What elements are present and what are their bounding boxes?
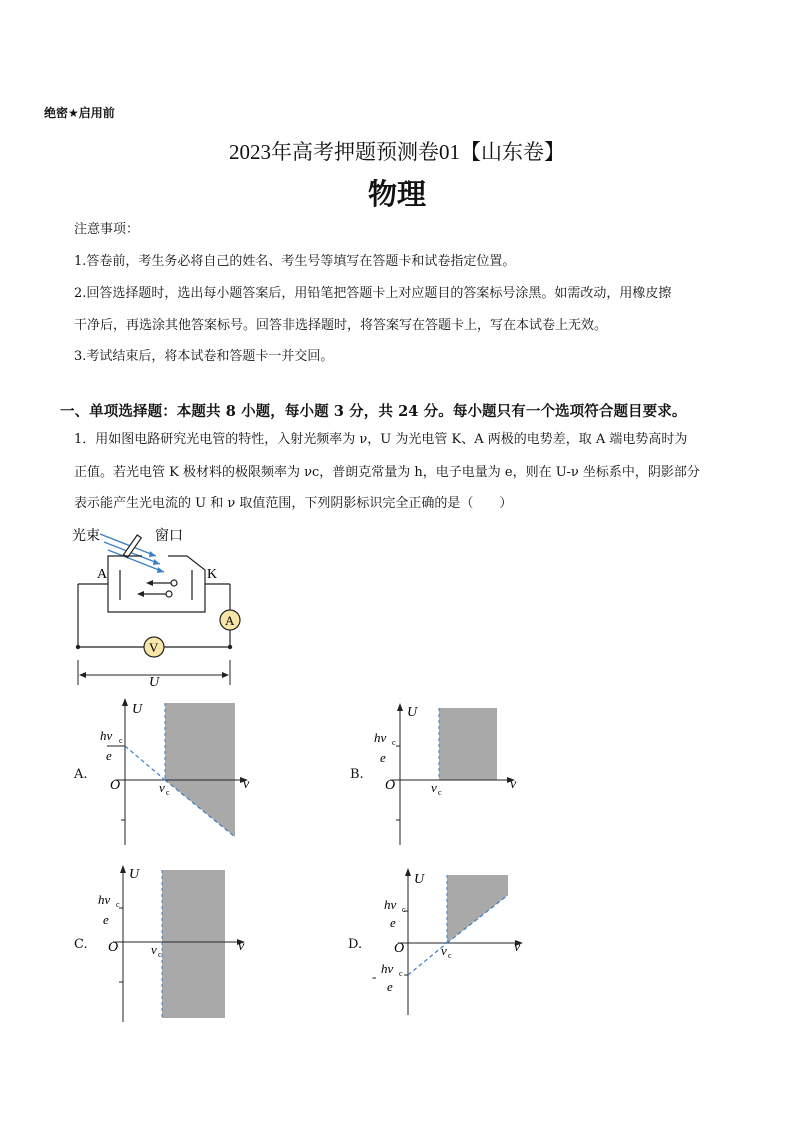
window-label: 窗口 — [155, 529, 183, 544]
graph-c[interactable] — [95, 862, 255, 1027]
graph-d-v-label: ν — [514, 940, 521, 955]
light-label: 光束 — [72, 529, 100, 544]
voltmeter-label: V — [149, 640, 159, 655]
graph-b-hv: hν — [374, 730, 387, 745]
question-1-line-3: 表示能产生光电流的 U 和 ν 取值范围，下列阴影标识完全正确的是（ ） — [74, 496, 513, 511]
graph-d-e-negative: e — [387, 979, 393, 994]
graph-c-shaded-region — [162, 870, 225, 1018]
electrode-a-label: A — [97, 567, 108, 582]
graph-d-hv-positive-sub: c — [402, 905, 406, 914]
graph-c-vc-sub: c — [158, 950, 162, 959]
graph-d-vc: ν — [441, 943, 447, 958]
graph-d[interactable] — [368, 867, 533, 1022]
graph-c-hv-sub: c — [116, 900, 120, 909]
phototube — [78, 535, 230, 647]
notice-item-1: 1.答卷前，考生务必将自己的姓名、考生号等填写在答题卡和试卷指定位置。 — [74, 254, 516, 269]
graph-a-origin: O — [110, 778, 121, 793]
graph-a-vc: ν — [159, 780, 165, 795]
graph-c-u-label: U — [129, 867, 140, 882]
option-a-label[interactable]: A. — [74, 767, 88, 782]
electrode-k-label: K — [207, 567, 218, 582]
graph-a[interactable] — [95, 695, 270, 855]
subject-title: 物理 — [367, 177, 426, 211]
notice-item-2-line-1: 2.回答选择题时，选出每小题答案后，用铅笔把答题卡上对应题目的答案标号涂黑。如需改动，用橡皮擦 — [74, 286, 672, 301]
option-b-label[interactable]: B. — [350, 767, 364, 782]
graph-c-e: e — [103, 912, 109, 927]
notice-heading: 注意事项： — [74, 222, 140, 237]
graph-b-vc-sub: c — [438, 788, 442, 797]
graph-d-vc-sub: c — [448, 951, 452, 960]
electron-arrow-2 — [137, 591, 144, 597]
graph-a-v-label: ν — [243, 777, 250, 792]
u-dimension-label: U — [149, 675, 160, 690]
graph-d-origin: O — [394, 941, 405, 956]
graph-b-u-label: U — [407, 705, 418, 720]
graph-d-shaded-region — [447, 875, 508, 943]
graph-a-e: e — [106, 748, 112, 763]
electron-arrow-1 — [146, 580, 153, 586]
notice-item-3: 3.考试结束后，将本试卷和答题卡一并交回。 — [74, 349, 334, 364]
option-c-label[interactable]: C. — [74, 937, 88, 952]
circuit-diagram — [60, 520, 260, 692]
question-1-line-1: 1．用如图电路研究光电管的特性，入射光频率为 ν，U 为光电管 K、A 两极的电势差，取 A 端电势高时为 — [74, 432, 688, 447]
graph-c-vc: ν — [151, 942, 157, 957]
graph-d-e-positive: e — [390, 915, 396, 930]
graph-a-dashed-line — [125, 746, 165, 780]
graph-d-hv-positive: hν — [384, 897, 397, 912]
graph-a-hv-sub: c — [119, 736, 123, 745]
section-heading: 一、单项选择题：本题共 8 小题，每小题 3 分，共 24 分。每小题只有一个选项符合题目要求。 — [60, 403, 687, 420]
graph-d-u-label: U — [414, 872, 425, 887]
graph-a-shaded-region — [165, 703, 235, 837]
graph-c-v-label: ν — [238, 939, 245, 954]
graph-c-origin: O — [108, 940, 119, 955]
question-1-line-2: 正值。若光电管 K 极材料的极限频率为 νc，普朗克常量为 h，电子电量为 e，则在 U-ν 坐标系中，阴影部分 — [74, 465, 700, 480]
graph-a-hv: hν — [100, 728, 113, 743]
graph-b-e: e — [380, 750, 386, 765]
exam-title: 2023年高考押题预测卷01【山东卷】 — [229, 140, 565, 164]
graph-d-hv-negative: hν — [381, 961, 394, 976]
graph-b-v-label: ν — [510, 777, 517, 792]
notice-item-2-line-2: 干净后，再选涂其他答案标号。回答非选择题时，将答案写在答题卡上，写在本试卷上无效。 — [74, 318, 608, 333]
graph-b-hv-sub: c — [392, 738, 396, 747]
graph-b[interactable] — [370, 700, 530, 850]
graph-d-hv-negative-sub: c — [399, 969, 403, 978]
confidential-label: 绝密★启用前 — [44, 106, 115, 120]
graph-a-vc-sub: c — [166, 788, 170, 797]
option-d-label[interactable]: D. — [348, 937, 363, 952]
graph-c-hv: hν — [98, 892, 111, 907]
graph-d-minus-sign: - — [372, 969, 377, 984]
graph-b-origin: O — [385, 778, 396, 793]
graph-b-shaded-region — [439, 708, 497, 780]
ammeter-label: A — [225, 613, 235, 628]
graph-b-vc: ν — [431, 780, 437, 795]
graph-a-u-label: U — [132, 702, 143, 717]
